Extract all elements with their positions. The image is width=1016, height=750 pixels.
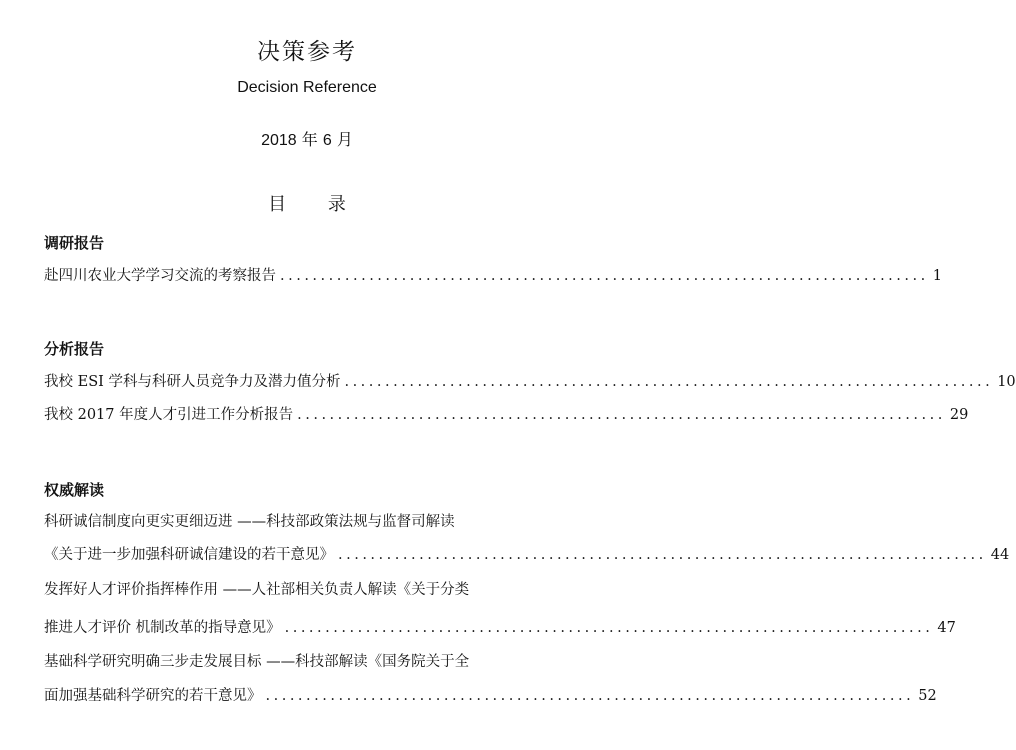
toc-entry[interactable] (44, 266, 942, 286)
leader-dots: ................................................................................ (344, 374, 994, 390)
leader-dots: ................................................................................ (265, 688, 915, 704)
toc-entry-title: 我校 ESI 学科与科研人员竞争力及潜力值分析 (44, 374, 341, 390)
date-year: 2018 (261, 132, 297, 149)
toc-entry-page: 52 (918, 688, 937, 704)
leader-dots: ................................................................................ (338, 547, 987, 563)
leader-dots: ................................................................................ (297, 407, 946, 423)
toc-entry-title: 《关于进一步加强科研诚信建设的若干意见》 (44, 547, 334, 563)
issue-date (0, 127, 614, 150)
toc-heading: 目 录 (268, 194, 346, 215)
date-year-char: 年 (301, 130, 318, 149)
section-title-research: 调研报告 (44, 234, 105, 252)
toc-entry-title: 推进人才评价 机制改革的指导意见》 (44, 620, 281, 636)
section-title-analysis: 分析报告 (44, 340, 105, 358)
toc-entry-page: 10 (997, 374, 1016, 390)
report-title: 决策参考 (257, 39, 357, 65)
toc-entry-title: 面加强基础科学研究的若干意见》 (44, 688, 262, 704)
leader-dots: ................................................................................ (280, 268, 929, 284)
toc-entry-page: 47 (937, 620, 956, 636)
toc-entry-title: 赴四川农业大学学习交流的考察报告 (44, 268, 276, 284)
toc-entry[interactable] (44, 686, 937, 706)
toc-entry-page: 29 (949, 407, 969, 423)
toc-entry[interactable] (44, 545, 1010, 565)
toc-entry[interactable] (44, 618, 956, 638)
toc-entry-page: 1 (932, 268, 942, 284)
toc-entry[interactable] (44, 372, 1016, 392)
toc-entry[interactable] (44, 405, 969, 425)
leader-dots: ................................................................................ (284, 620, 934, 636)
toc-entry-line1[interactable]: 发挥好人才评价指挥棒作用 ——人社部相关负责人解读《关于分类 (44, 582, 470, 598)
section-title-interpretation: 权威解读 (44, 481, 105, 499)
toc-entry-page: 44 (990, 547, 1010, 563)
toc-entry-line1[interactable]: 科研诚信制度向更实更细迈进 ——科技部政策法规与监督司解读 (44, 514, 455, 530)
report-subtitle: Decision Reference (237, 79, 377, 96)
toc-entry-line1[interactable]: 基础科学研究明确三步走发展目标 ——科技部解读《国务院关于全 (44, 654, 470, 670)
date-month-char: 月 (336, 130, 353, 149)
toc-entry-title: 我校 2017 年度人才引进工作分析报告 (44, 407, 294, 423)
date-month: 6 (322, 132, 332, 149)
